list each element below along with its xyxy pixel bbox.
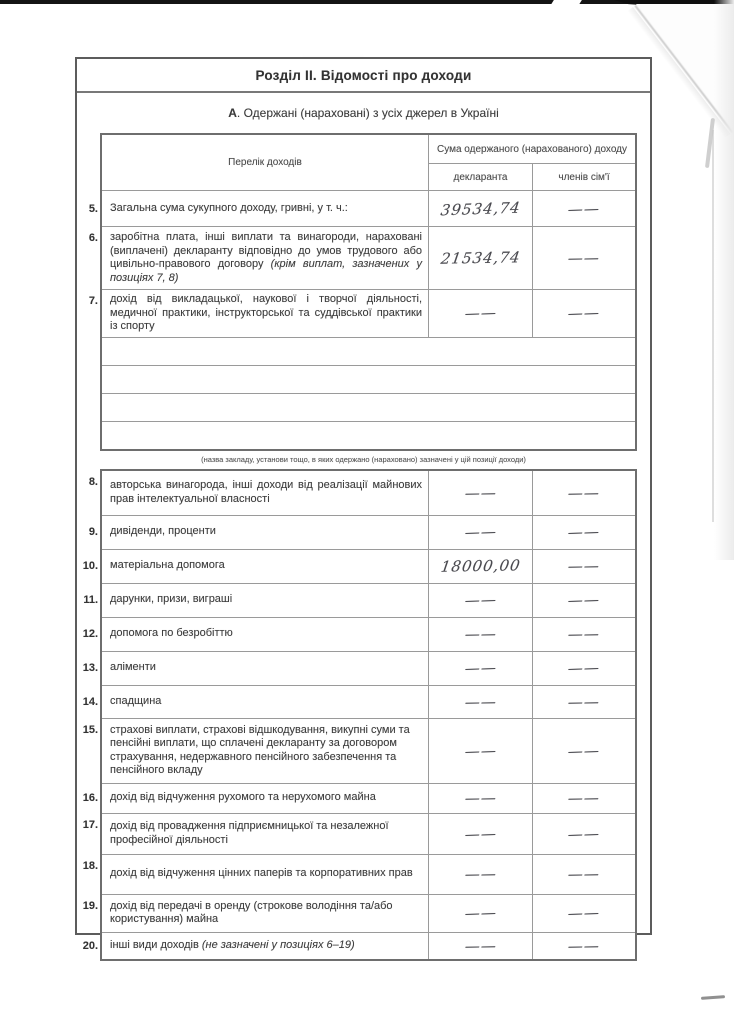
family-amount-cell — [532, 471, 635, 515]
income-type-cell: допомога по безробіттю — [110, 627, 233, 640]
handwritten-dash: —— — [463, 903, 498, 923]
income-type-cell: дохід від викладацької, наукової і творчої діяльності, медичної практики, інструкторської та суддівської практики із спорту — [110, 293, 422, 332]
table-header — [102, 135, 635, 190]
declarant-amount-cell — [428, 191, 532, 226]
handwritten-dash: —— — [566, 864, 602, 884]
income-type-cell: матеріальна допомога — [110, 559, 225, 572]
family-amount-cell — [532, 550, 635, 583]
handwritten-dash: —— — [463, 740, 498, 761]
header-declarant: декларанта — [428, 164, 532, 190]
row-number: 19. — [82, 899, 98, 912]
income-type-cell: дохід від відчуження рухомого та нерухомого майна — [110, 791, 376, 804]
family-amount-cell — [532, 686, 635, 718]
declaration-form-page — [75, 57, 652, 955]
family-amount-cell — [532, 191, 635, 226]
income-type-cell: дарунки, призи, виграші — [110, 593, 233, 606]
institution-blank-line — [102, 337, 635, 365]
institution-blank-line — [102, 421, 635, 449]
scan-mark — [701, 995, 725, 1000]
institution-caption: (назва закладу, установи тощо, в яких одержано (нараховано) зазначені у цій позиції доходи) — [201, 454, 526, 464]
handwritten-dash: —— — [463, 624, 498, 644]
declarant-amount-cell — [428, 550, 532, 583]
family-amount-cell — [532, 584, 635, 617]
subsection-text: . Одержані (нараховані) з усіх джерел в Україні — [236, 106, 499, 120]
handwritten-dash: —— — [566, 936, 602, 955]
table-row — [83, 583, 635, 617]
family-amount-cell — [532, 933, 635, 959]
income-type-cell: дивіденди, проценти — [110, 525, 216, 538]
income-type-cell: Загальна сума сукупного доходу, гривні, у т. ч.: — [110, 201, 348, 214]
family-amount-cell — [532, 814, 635, 854]
table-row — [82, 894, 635, 932]
declarant-amount-cell — [428, 855, 532, 894]
declarant-amount-cell — [428, 227, 532, 289]
income-type-cell: інші види доходів (не зазначені у позиціях 6–19) — [110, 938, 355, 951]
handwritten-dash: —— — [566, 823, 602, 844]
subsection-title — [77, 93, 650, 133]
handwritten-dash: —— — [566, 556, 602, 576]
income-table-bottom — [82, 469, 637, 961]
declarant-amount-cell — [428, 814, 532, 854]
header-family: членів сім'ї — [532, 164, 635, 190]
income-type-cell: страхові виплати, страхові відшкодування, викупні суми та пенсійні виплати, що сплачені декларанту за договором страхування, недержавного пенсійного забезпечення та пенсійного вкладу — [110, 723, 410, 776]
handwritten-dash: —— — [566, 658, 602, 678]
handwritten-dash: —— — [566, 740, 602, 761]
header-income-list: Перелік доходів — [228, 157, 302, 168]
handwritten-dash: —— — [463, 936, 498, 955]
row-number: 16. — [82, 792, 98, 804]
income-type-cell: дохід від провадження підприємницької та незалежної професійної діяльності — [110, 820, 389, 846]
table-row — [82, 718, 635, 783]
row-number: 11. — [83, 594, 98, 606]
handwritten-dash: —— — [566, 198, 602, 219]
family-amount-cell — [532, 618, 635, 651]
row-number: 8. — [88, 475, 98, 488]
handwritten-dash: —— — [463, 658, 498, 678]
header-sum-title: Сума одержаного (нарахованого) доходу — [428, 135, 635, 164]
table-row — [88, 471, 635, 515]
table-row — [82, 854, 635, 894]
row-number: 7. — [88, 295, 98, 307]
institution-blank-line — [102, 393, 635, 421]
declarant-amount-cell — [428, 584, 532, 617]
income-type-cell: дохід від відчуження цінних паперів та корпоративних прав — [110, 867, 413, 880]
row-number: 13. — [82, 662, 98, 674]
declarant-amount-cell — [428, 933, 532, 959]
handwritten-dash: —— — [566, 788, 602, 808]
table-row — [88, 289, 635, 337]
table-row — [82, 783, 635, 813]
institution-blank-line — [102, 365, 635, 393]
row-number: 6. — [88, 232, 98, 244]
income-type-cell: заробітна плата, інші виплати та винагороди, нараховані (виплачені) декларанту відповідно до умов трудового або цивільно-правового договору (крім виплат, зазначених у позиціях 7, 8) — [110, 231, 422, 284]
row-number: 14. — [82, 695, 98, 708]
family-amount-cell — [532, 855, 635, 894]
handwritten-value: 39534,74 — [439, 198, 522, 219]
section-title: Розділ II. Відомості про доходи — [77, 59, 650, 93]
handwritten-dash: —— — [463, 692, 498, 711]
row-number: 12. — [82, 628, 98, 640]
row-number: 9. — [88, 526, 98, 538]
handwritten-dash: —— — [463, 522, 498, 542]
handwritten-value: 18000,00 — [439, 556, 522, 576]
handwritten-value: 21534,74 — [439, 248, 522, 268]
handwritten-dash: —— — [566, 903, 602, 923]
table-row — [88, 226, 635, 289]
declarant-amount-cell — [428, 471, 532, 515]
family-amount-cell — [532, 652, 635, 685]
declarant-amount-cell — [428, 652, 532, 685]
declarant-amount-cell — [428, 719, 532, 783]
table-row — [82, 685, 635, 718]
family-amount-cell — [532, 895, 635, 932]
table-row — [82, 651, 635, 685]
income-type-cell: спадщина — [110, 694, 162, 707]
handwritten-dash: —— — [566, 522, 602, 542]
income-type-cell: аліменти — [110, 661, 156, 674]
declarant-amount-cell — [428, 290, 532, 337]
row-number: 15. — [82, 723, 98, 736]
row-number: 10. — [82, 560, 98, 572]
declarant-amount-cell — [428, 895, 532, 932]
handwritten-dash: —— — [566, 624, 602, 644]
declarant-amount-cell — [428, 784, 532, 813]
handwritten-dash: —— — [463, 590, 498, 610]
row-number: 17. — [82, 818, 98, 831]
handwritten-dash: —— — [566, 248, 602, 268]
row-number: 18. — [82, 859, 98, 872]
family-amount-cell — [532, 516, 635, 549]
handwritten-dash: —— — [463, 823, 498, 844]
table-row — [82, 549, 635, 583]
subsection-letter: А — [228, 106, 237, 120]
income-table-top — [88, 133, 637, 451]
table-row — [82, 932, 635, 959]
handwritten-dash: —— — [566, 303, 602, 323]
family-amount-cell — [532, 719, 635, 783]
row-number: 5. — [88, 202, 98, 215]
handwritten-dash: —— — [566, 692, 602, 711]
handwritten-dash: —— — [463, 483, 498, 502]
table-row — [88, 190, 635, 226]
family-amount-cell — [532, 290, 635, 337]
family-amount-cell — [532, 227, 635, 289]
table-row — [82, 813, 635, 854]
scanner-edge-gap — [550, 0, 582, 6]
declarant-amount-cell — [428, 618, 532, 651]
row-number: 20. — [82, 939, 98, 952]
income-type-cell: дохід від передачі в оренду (строкове володіння та/або користування) майна — [110, 899, 393, 925]
family-amount-cell — [532, 784, 635, 813]
handwritten-dash: —— — [463, 303, 498, 323]
handwritten-dash: —— — [463, 788, 498, 808]
handwritten-dash: —— — [566, 483, 602, 502]
table-row — [88, 515, 635, 549]
declarant-amount-cell — [428, 686, 532, 718]
handwritten-dash: —— — [566, 590, 602, 610]
income-type-cell: авторська винагорода, інші доходи від реалізації майнових прав інтелектуальної власності — [110, 479, 422, 505]
handwritten-dash: —— — [463, 864, 498, 884]
declarant-amount-cell — [428, 516, 532, 549]
scan-shading — [714, 0, 734, 560]
table-row — [82, 617, 635, 651]
